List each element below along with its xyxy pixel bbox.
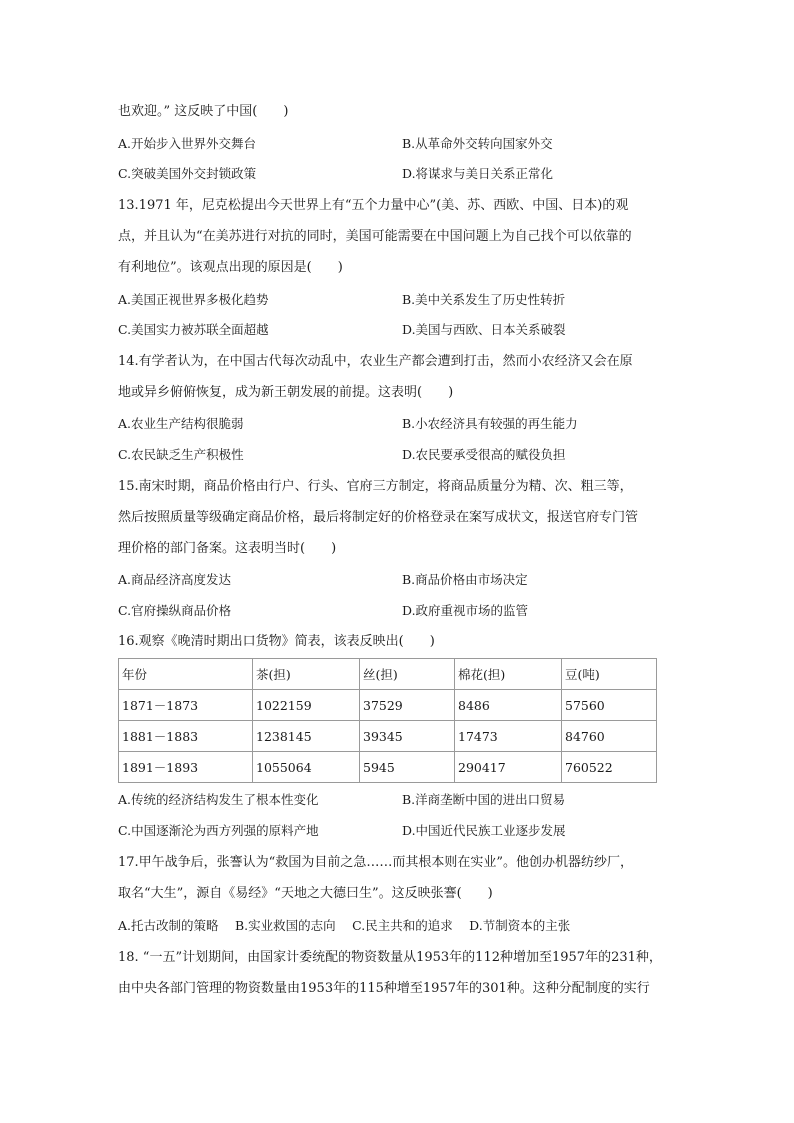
q14-option-a[interactable]: A.农业生产结构很脆弱 xyxy=(118,416,244,431)
table-cell: 760522 xyxy=(562,752,657,783)
q15-stem-line-2: 然后按照质量等级确定商品价格，最后将制定好的价格登录在案写成状文，报送官府专门管 xyxy=(118,510,639,525)
q17-stem-line-1: 17.甲午战争后，张謇认为“救国为目前之急……而其根本则在实业”。他创办机器纺纱厂， xyxy=(118,855,633,870)
table-cell: 290417 xyxy=(455,752,562,783)
table-row xyxy=(119,721,657,752)
q12-option-d[interactable]: D.将谋求与美日关系正常化 xyxy=(402,166,554,181)
q12-option-a[interactable]: A.开始步入世界外交舞台 xyxy=(118,136,257,151)
q13-option-b[interactable]: B.美中关系发生了历史性转折 xyxy=(402,292,566,307)
q15-option-d[interactable]: D.政府重视市场的监管 xyxy=(402,603,529,618)
table-header-cell: 年份 xyxy=(119,659,253,690)
q15-option-c[interactable]: C.官府操纵商品价格 xyxy=(118,603,232,618)
exports-table xyxy=(118,658,657,783)
table-header-cell: 棉花(担) xyxy=(455,659,562,690)
q14-stem-line-1: 14.有学者认为，在中国古代每次动乱中，农业生产都会遭到打击，然而小农经济又会在原 xyxy=(118,354,633,369)
q14-stem-line-2: 地或异乡俯俯恢复，成为新王朝发展的前提。这表明( ) xyxy=(118,385,454,400)
table-cell: 17473 xyxy=(455,721,562,752)
q16-option-d[interactable]: D.中国近代民族工业逐步发展 xyxy=(402,823,566,838)
q16-stem: 16.观察《晚清时期出口货物》简表，该表反映出( ) xyxy=(118,634,435,649)
q16-option-a[interactable]: A.传统的经济结构发生了根本性变化 xyxy=(118,792,319,807)
table-cell: 1055064 xyxy=(253,752,360,783)
table-header-cell: 豆(吨) xyxy=(562,659,657,690)
table-cell: 1022159 xyxy=(253,690,360,721)
q14-option-d[interactable]: D.农民要承受很高的赋役负担 xyxy=(402,447,566,462)
table-cell: 5945 xyxy=(360,752,455,783)
q13-stem-line-2: 点，并且认为“在美苏进行对抗的同时，美国可能需要在中国问题上为自己找个可以依靠的 xyxy=(118,229,632,244)
q18-stem-line-1: 18. “一五”计划期间，由国家计委统配的物资数量从1953年的112种增加至1957年的231种， xyxy=(118,950,662,965)
table-cell: 57560 xyxy=(562,690,657,721)
q15-option-b[interactable]: B.商品价格由市场决定 xyxy=(402,572,528,587)
q16-option-c[interactable]: C.中国逐渐沦为西方列强的原料产地 xyxy=(118,823,319,838)
table-header-cell: 丝(担) xyxy=(360,659,455,690)
q13-stem-line-3: 有利地位”。该观点出现的原因是( ) xyxy=(118,260,343,275)
table-cell: 1891－1893 xyxy=(119,752,253,783)
table-header-row xyxy=(119,659,657,690)
q13-option-a[interactable]: A.美国正视世界多极化趋势 xyxy=(118,292,269,307)
q13-stem-line-1: 13.1971 年，尼克松提出今天世界上有“五个力量中心”(美、苏、西欧、中国、日本)的观 xyxy=(118,198,629,213)
table-cell: 1871－1873 xyxy=(119,690,253,721)
table-row xyxy=(119,752,657,783)
q12-stem-tail: 也欢迎。” 这反映了中国( ) xyxy=(118,104,289,119)
q13-option-c[interactable]: C.美国实力被苏联全面超越 xyxy=(118,322,269,337)
table-cell: 84760 xyxy=(562,721,657,752)
q14-option-c[interactable]: C.农民缺乏生产积极性 xyxy=(118,447,244,462)
q16-option-b[interactable]: B.洋商垄断中国的进出口贸易 xyxy=(402,792,566,807)
q15-option-a[interactable]: A.商品经济高度发达 xyxy=(118,572,232,587)
q15-stem-line-3: 理价格的部门备案。这表明当时( ) xyxy=(118,541,337,556)
q14-option-b[interactable]: B.小农经济具有较强的再生能力 xyxy=(402,416,578,431)
table-header-cell: 茶(担) xyxy=(253,659,360,690)
q12-option-b[interactable]: B.从革命外交转向国家外交 xyxy=(402,136,553,151)
q12-option-c[interactable]: C.突破美国外交封锁政策 xyxy=(118,166,257,181)
q13-option-d[interactable]: D.美国与西欧、日本关系破裂 xyxy=(402,322,566,337)
table-cell: 1881－1883 xyxy=(119,721,253,752)
table-cell: 8486 xyxy=(455,690,562,721)
q17-options[interactable]: A.托古改制的策略 B.实业救国的志向 C.民主共和的追求 D.节制资本的主张 xyxy=(118,918,571,933)
table-cell: 1238145 xyxy=(253,721,360,752)
table-row xyxy=(119,690,657,721)
q15-stem-line-1: 15.南宋时期，商品价格由行户、行头、官府三方制定，将商品质量分为精、次、粗三等， xyxy=(118,479,633,494)
table-cell: 37529 xyxy=(360,690,455,721)
table-cell: 39345 xyxy=(360,721,455,752)
q18-stem-line-2: 由中央各部门管理的物资数量由1953年的115种增至1957年的301种。这种分配制度的实行 xyxy=(118,981,650,996)
q17-stem-line-2: 取名“大生”，源自《易经》“天地之大德曰生”。这反映张謇( ) xyxy=(118,886,493,901)
